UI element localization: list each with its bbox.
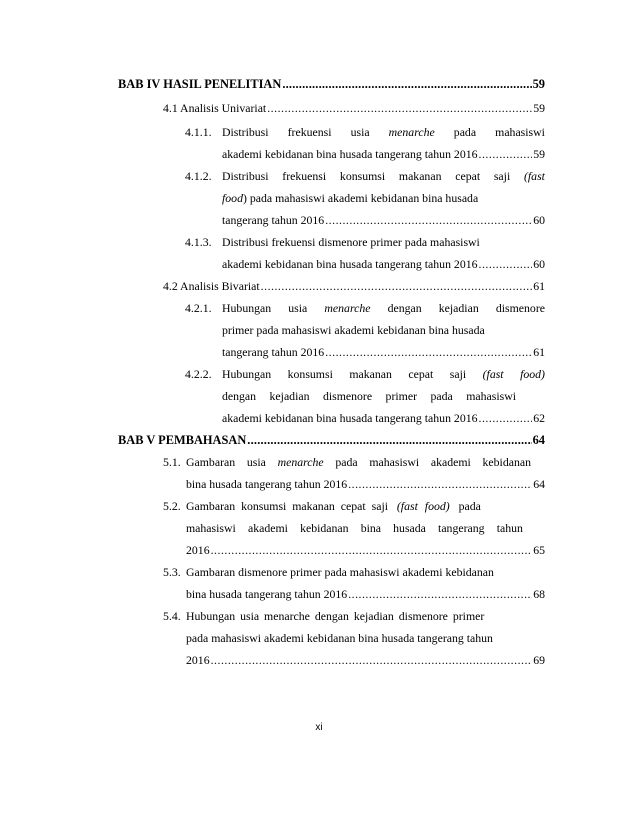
- toc-entry-4-2[interactable]: [163, 277, 545, 295]
- toc-word: frekuensi: [282, 169, 327, 183]
- toc-text: akademi kebidanan bina husada tangerang tahun 2016: [222, 257, 478, 271]
- toc-entry-4-1[interactable]: [163, 99, 545, 117]
- toc-leader-dots: [479, 145, 533, 163]
- toc-page-number: 59: [533, 147, 545, 161]
- toc-text: primer pada mahasiswi akademi kebidanan bina husada: [222, 323, 485, 337]
- toc-page-number: 60: [533, 213, 545, 227]
- toc-word: tangerang: [438, 521, 485, 535]
- toc-entry-bab-iv[interactable]: [118, 75, 545, 93]
- toc-entry-5-2-line2[interactable]: [186, 519, 523, 537]
- toc-leader-dots: [479, 255, 533, 273]
- toc-word: primer: [385, 389, 417, 403]
- toc-number-4-1-2: 4.1.2.: [185, 169, 212, 183]
- toc-word: bina: [360, 521, 381, 535]
- toc-entry-bab-v[interactable]: [118, 431, 545, 449]
- toc-text: bina husada tangerang tahun 2016: [186, 477, 348, 491]
- toc-word: Hubungan: [222, 301, 272, 315]
- toc-text: Distribusi frekuensi dismenore primer pada mahasiswi: [222, 235, 480, 249]
- toc-word-italic: (fast: [523, 169, 545, 183]
- toc-leader-dots: [261, 277, 533, 295]
- toc-text: 2016: [186, 543, 210, 557]
- toc-leader-dots: [348, 585, 532, 603]
- toc-text: tangerang tahun 2016: [222, 213, 325, 227]
- toc-word: kejadian: [269, 389, 310, 403]
- toc-entry-4-2-1-line1[interactable]: [222, 299, 545, 317]
- toc-text: pada: [458, 499, 481, 513]
- toc-text: Hubungan usia menarche dengan kejadian dismenore primer: [186, 609, 485, 623]
- toc-leader-dots: [325, 343, 532, 361]
- toc-number-4-1-1: 4.1.1.: [185, 125, 212, 139]
- toc-word: usia: [246, 455, 266, 469]
- toc-word: mahasiswi: [186, 521, 236, 535]
- toc-entry-5-1-line1[interactable]: [186, 453, 531, 471]
- toc-word: akademi: [430, 455, 471, 469]
- toc-page-number: 62: [533, 411, 545, 425]
- toc-page-number: 61: [533, 279, 545, 293]
- toc-word-italic: menarche: [277, 455, 324, 469]
- toc-leader-dots: [247, 431, 531, 449]
- toc-entry-5-4-line3[interactable]: [186, 651, 545, 669]
- toc-word: makanan: [349, 367, 392, 381]
- page-number: xi: [315, 722, 323, 733]
- toc-word: dengan: [222, 389, 257, 403]
- toc-entry-5-4-line2[interactable]: [186, 629, 493, 647]
- toc-entry-5-3-line1[interactable]: [186, 563, 494, 581]
- toc-word: frekuensi: [287, 125, 332, 139]
- toc-leader-dots: [267, 99, 532, 117]
- toc-number-4-2-2: 4.2.2.: [185, 367, 212, 381]
- toc-title: 4.1 Analisis Univariat: [163, 101, 267, 115]
- toc-word: mahasiswi: [495, 125, 545, 139]
- toc-word: konsumsi: [339, 169, 386, 183]
- toc-entry-4-2-2-line2[interactable]: [222, 387, 516, 405]
- toc-word: Hubungan: [222, 367, 272, 381]
- toc-number-5-3: 5.3.: [163, 565, 181, 579]
- toc-entry-5-2-line3[interactable]: [186, 541, 545, 559]
- toc-leader-dots: [348, 475, 532, 493]
- toc-word: kejadian: [438, 301, 479, 315]
- toc-entry-4-1-3-line1[interactable]: [222, 233, 480, 251]
- toc-text: tangerang tahun 2016: [222, 345, 325, 359]
- toc-text: akademi kebidanan bina husada tangerang tahun 2016: [222, 147, 478, 161]
- toc-word: cepat: [455, 169, 481, 183]
- toc-text: Gambaran dismenore primer pada mahasiswi akademi kebidanan: [186, 565, 494, 579]
- toc-page-number: 60: [533, 257, 545, 271]
- toc-entry-5-1-line2[interactable]: [186, 475, 545, 493]
- toc-word: usia: [350, 125, 370, 139]
- toc-text: pada mahasiswi akademi kebidanan bina husada tangerang tahun: [186, 631, 493, 645]
- toc-entry-5-2-line1[interactable]: [186, 497, 481, 515]
- toc-leader-dots: [479, 409, 533, 427]
- toc-word: dengan: [387, 301, 422, 315]
- toc-word: pada: [453, 125, 477, 139]
- toc-word: kebidanan: [300, 521, 349, 535]
- toc-word: mahasiswi: [369, 455, 420, 469]
- toc-word: usia: [288, 301, 308, 315]
- toc-leader-dots: [211, 651, 533, 669]
- toc-entry-5-4-line1[interactable]: [186, 607, 484, 625]
- toc-page-number: 68: [533, 587, 545, 601]
- toc-word-italic: (fast: [482, 367, 504, 381]
- toc-word: makanan: [398, 169, 442, 183]
- toc-number-5-4: 5.4.: [163, 609, 181, 623]
- toc-entry-4-2-2-line1[interactable]: [222, 365, 545, 383]
- toc-entry-4-1-1-line1[interactable]: [222, 123, 545, 141]
- toc-leader-dots: [211, 541, 533, 559]
- toc-word: Gambaran: [186, 455, 236, 469]
- toc-page-number: 69: [533, 653, 545, 667]
- toc-entry-4-1-2-line1[interactable]: [222, 167, 545, 185]
- toc-word: dismenore: [322, 389, 373, 403]
- toc-text: akademi kebidanan bina husada tangerang tahun 2016: [222, 411, 478, 425]
- toc-entry-4-2-1-line3[interactable]: [222, 343, 545, 361]
- toc-leader-dots: [325, 211, 532, 229]
- toc-word: husada: [393, 521, 426, 535]
- toc-text: ) pada mahasiswi akademi kebidanan bina husada: [242, 191, 479, 205]
- toc-text: Gambaran konsumsi makanan cepat saji: [186, 499, 389, 513]
- toc-word: kebidanan: [482, 455, 531, 469]
- toc-number-5-2: 5.2.: [163, 499, 181, 513]
- toc-number-4-2-1: 4.2.1.: [185, 301, 212, 315]
- toc-leader-dots: [282, 75, 531, 93]
- toc-word: cepat: [408, 367, 434, 381]
- toc-word: mahasiswi: [466, 389, 516, 403]
- toc-page-number: 64: [532, 433, 545, 447]
- toc-word-italic: (fast food): [396, 499, 450, 513]
- toc-title: 4.2 Analisis Bivariat: [163, 279, 260, 293]
- toc-number-4-1-3: 4.1.3.: [185, 235, 212, 249]
- toc-word: pada: [430, 389, 453, 403]
- toc-entry-5-3-line2[interactable]: [186, 585, 545, 603]
- toc-text: bina husada tangerang tahun 2016: [186, 587, 348, 601]
- toc-entry-4-2-2-line3[interactable]: [222, 409, 545, 427]
- toc-text: 2016: [186, 653, 210, 667]
- toc-word-italic: food): [520, 367, 545, 381]
- toc-word: pada: [335, 455, 358, 469]
- toc-entry-4-1-1-line2[interactable]: [222, 145, 545, 163]
- toc-word: Distribusi: [222, 169, 269, 183]
- toc-word-italic: food: [222, 191, 243, 205]
- toc-title: BAB V PEMBAHASAN: [118, 433, 247, 447]
- toc-page-number: 59: [532, 77, 545, 91]
- toc-word: Distribusi: [222, 125, 269, 139]
- toc-entry-4-1-2-line2[interactable]: [222, 189, 478, 207]
- toc-page-number: 64: [533, 477, 545, 491]
- toc-word-italic: menarche: [388, 125, 435, 139]
- toc-word: tahun: [496, 521, 523, 535]
- toc-word: konsumsi: [287, 367, 333, 381]
- toc-page-number: 65: [533, 543, 545, 557]
- toc-word-italic: menarche: [324, 301, 371, 315]
- toc-entry-4-2-1-line2[interactable]: [222, 321, 485, 339]
- toc-word: dismenore: [495, 301, 545, 315]
- toc-word: saji: [493, 169, 511, 183]
- toc-word: akademi: [247, 521, 288, 535]
- toc-page-number: 61: [533, 345, 545, 359]
- toc-entry-4-1-2-line3[interactable]: [222, 211, 545, 229]
- toc-word: saji: [449, 367, 467, 381]
- toc-page-number: 59: [533, 101, 545, 115]
- toc-number-5-1: 5.1.: [163, 455, 181, 469]
- toc-entry-4-1-3-line2[interactable]: [222, 255, 545, 273]
- toc-title: BAB IV HASIL PENELITIAN: [118, 77, 282, 91]
